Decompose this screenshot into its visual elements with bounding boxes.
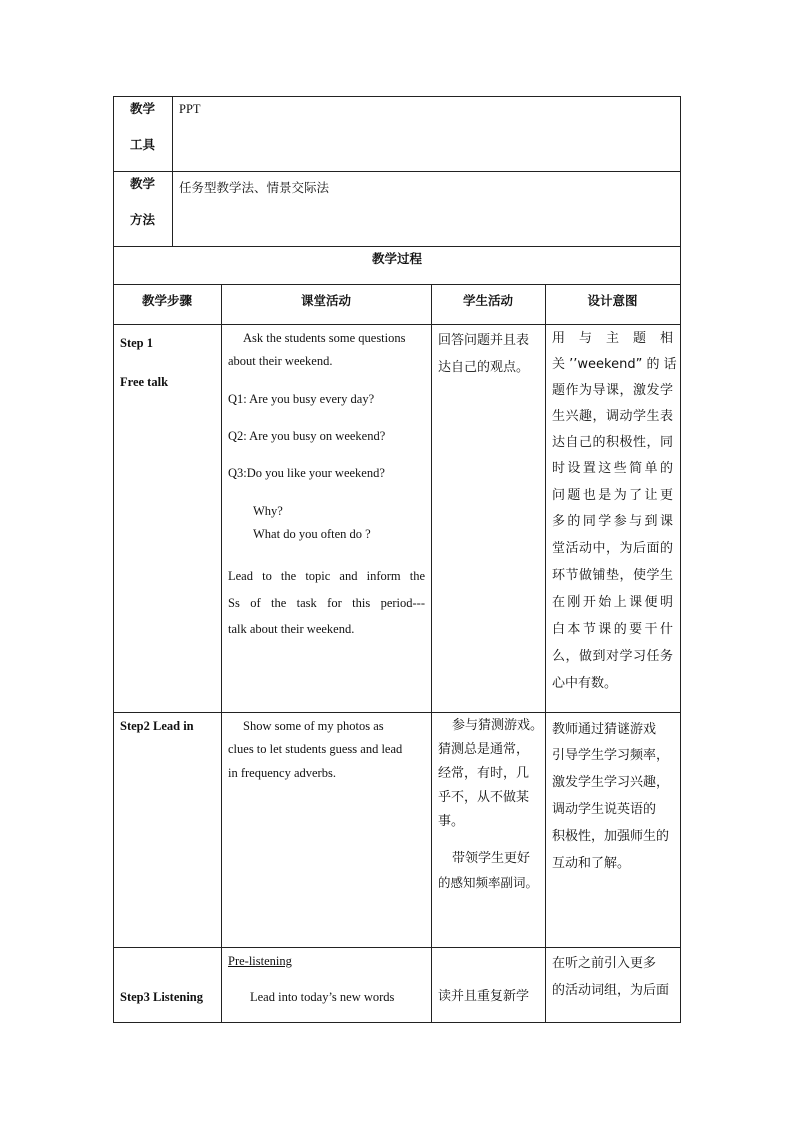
step1-student-line1: 回答问题并且表 bbox=[438, 333, 530, 348]
step1-intent-line: 达自己的积极性，同 bbox=[552, 435, 673, 450]
step1-intent-line: 多的同学参与到课 bbox=[552, 514, 673, 529]
step3-intent-line: 的活动词组，为后面 bbox=[552, 983, 670, 998]
row-divider bbox=[113, 284, 681, 285]
col-divider bbox=[221, 284, 222, 1023]
col-divider bbox=[172, 96, 173, 246]
method-value: 任务型教学法、情景交际法 bbox=[179, 180, 330, 195]
step1-intent-line: 题作为导课，激发学 bbox=[552, 383, 673, 398]
step1-what: What do you often do ? bbox=[253, 527, 371, 541]
step2-intent-line: 教师通过猜谜游戏 bbox=[552, 722, 657, 737]
section-title: 教学过程 bbox=[371, 251, 422, 266]
step1-lead-line2: Ss of the task for this period--- bbox=[228, 596, 425, 610]
step2-intent-line: 互动和了解。 bbox=[552, 856, 631, 871]
step3-label: Step3 Listening bbox=[120, 990, 204, 1004]
step1-lead-line1: Lead to the topic and inform the bbox=[228, 569, 425, 583]
table-border-bottom bbox=[113, 1022, 681, 1023]
tools-label-line2: 工具 bbox=[129, 137, 155, 152]
step2-student-line: 猜测总是通常， bbox=[438, 742, 530, 757]
step2-student-line: 带领学生更好 bbox=[452, 851, 531, 866]
method-label-line2: 方法 bbox=[129, 212, 155, 227]
step2-intent-line: 引导学生学习频率， bbox=[552, 748, 670, 763]
step1-intent-line: 环节做铺垫，使学生 bbox=[552, 568, 673, 583]
step2-activity-line: Show some of my photos as bbox=[243, 719, 384, 733]
step1-intent-line: 白本节课的要干什 bbox=[552, 622, 673, 637]
step2-student-line: 乎不，从不做某 bbox=[438, 790, 530, 805]
tools-value: PPT bbox=[179, 102, 201, 116]
step1-name: Free talk bbox=[120, 375, 169, 389]
step3-student-line: 读并且重复新学 bbox=[438, 989, 530, 1004]
header-design-intent: 设计意图 bbox=[587, 293, 638, 308]
step1-lead-line3: talk about their weekend. bbox=[228, 622, 355, 636]
header-step: 教学步骤 bbox=[141, 293, 192, 308]
row-divider bbox=[113, 171, 681, 172]
step2-intent-line: 调动学生说英语的 bbox=[552, 802, 657, 817]
step2-student-line: 的感知频率副词。 bbox=[438, 875, 539, 890]
step1-intent-line: 生兴趣，调动学生表 bbox=[552, 409, 673, 424]
row-divider bbox=[113, 324, 681, 325]
step3-intent-line: 在听之前引入更多 bbox=[552, 956, 657, 971]
col-divider bbox=[545, 284, 546, 1023]
step1-question3: Q3:Do you like your weekend? bbox=[228, 466, 385, 480]
header-class-activity: 课堂活动 bbox=[300, 293, 351, 308]
step1-intent-line: 用 与 主 题 相 bbox=[552, 331, 673, 346]
step1-label: Step 1 bbox=[120, 336, 153, 350]
step2-student-line: 参与猜测游戏。 bbox=[452, 718, 544, 733]
tools-label-line1: 教学 bbox=[129, 101, 155, 116]
step1-intent-line: 心中有数。 bbox=[552, 676, 618, 691]
step1-intent-line: 堂活动中，为后面的 bbox=[552, 541, 673, 556]
table-border-left bbox=[113, 96, 114, 1023]
step2-activity-line: clues to let students guess and lead bbox=[228, 742, 403, 756]
method-label-line1: 教学 bbox=[129, 176, 155, 191]
table-border-top bbox=[113, 96, 681, 97]
row-divider bbox=[113, 246, 681, 247]
step1-intent-line: 问题也是为了让更 bbox=[552, 488, 673, 503]
step1-intro-line1: Ask the students some questions bbox=[243, 331, 406, 345]
step1-student-line2: 达自己的观点。 bbox=[438, 360, 530, 375]
step1-question1: Q1: Are you busy every day? bbox=[228, 392, 375, 406]
col-divider bbox=[431, 284, 432, 1023]
step1-intent-line: 在刚开始上课便明 bbox=[552, 595, 673, 610]
step1-intro-line2: about their weekend. bbox=[228, 354, 333, 368]
step2-student-line: 经常，有时，几 bbox=[438, 766, 530, 781]
step2-student-line: 事。 bbox=[438, 814, 465, 829]
step3-activity-prelistening: Pre-listening bbox=[228, 954, 292, 968]
step1-intent-line: 关 ’’weekend” 的 话 bbox=[552, 357, 677, 372]
step1-question2: Q2: Are you busy on weekend? bbox=[228, 429, 386, 443]
step1-intent-line: 时设置这些简单的 bbox=[552, 461, 673, 476]
step1-why: Why? bbox=[253, 504, 283, 518]
step2-activity-line: in frequency adverbs. bbox=[228, 766, 336, 780]
row-divider bbox=[113, 947, 681, 948]
step3-activity-line: Lead into today’s new words bbox=[250, 990, 395, 1004]
step2-label: Step2 Lead in bbox=[120, 719, 194, 733]
step1-intent-line: 么，做到对学习任务 bbox=[552, 649, 673, 664]
table-border-right bbox=[680, 96, 681, 1023]
header-student-activity: 学生活动 bbox=[462, 293, 513, 308]
row-divider bbox=[113, 712, 681, 713]
step2-intent-line: 积极性，加强师生的 bbox=[552, 829, 670, 844]
step2-intent-line: 激发学生学习兴趣， bbox=[552, 775, 670, 790]
